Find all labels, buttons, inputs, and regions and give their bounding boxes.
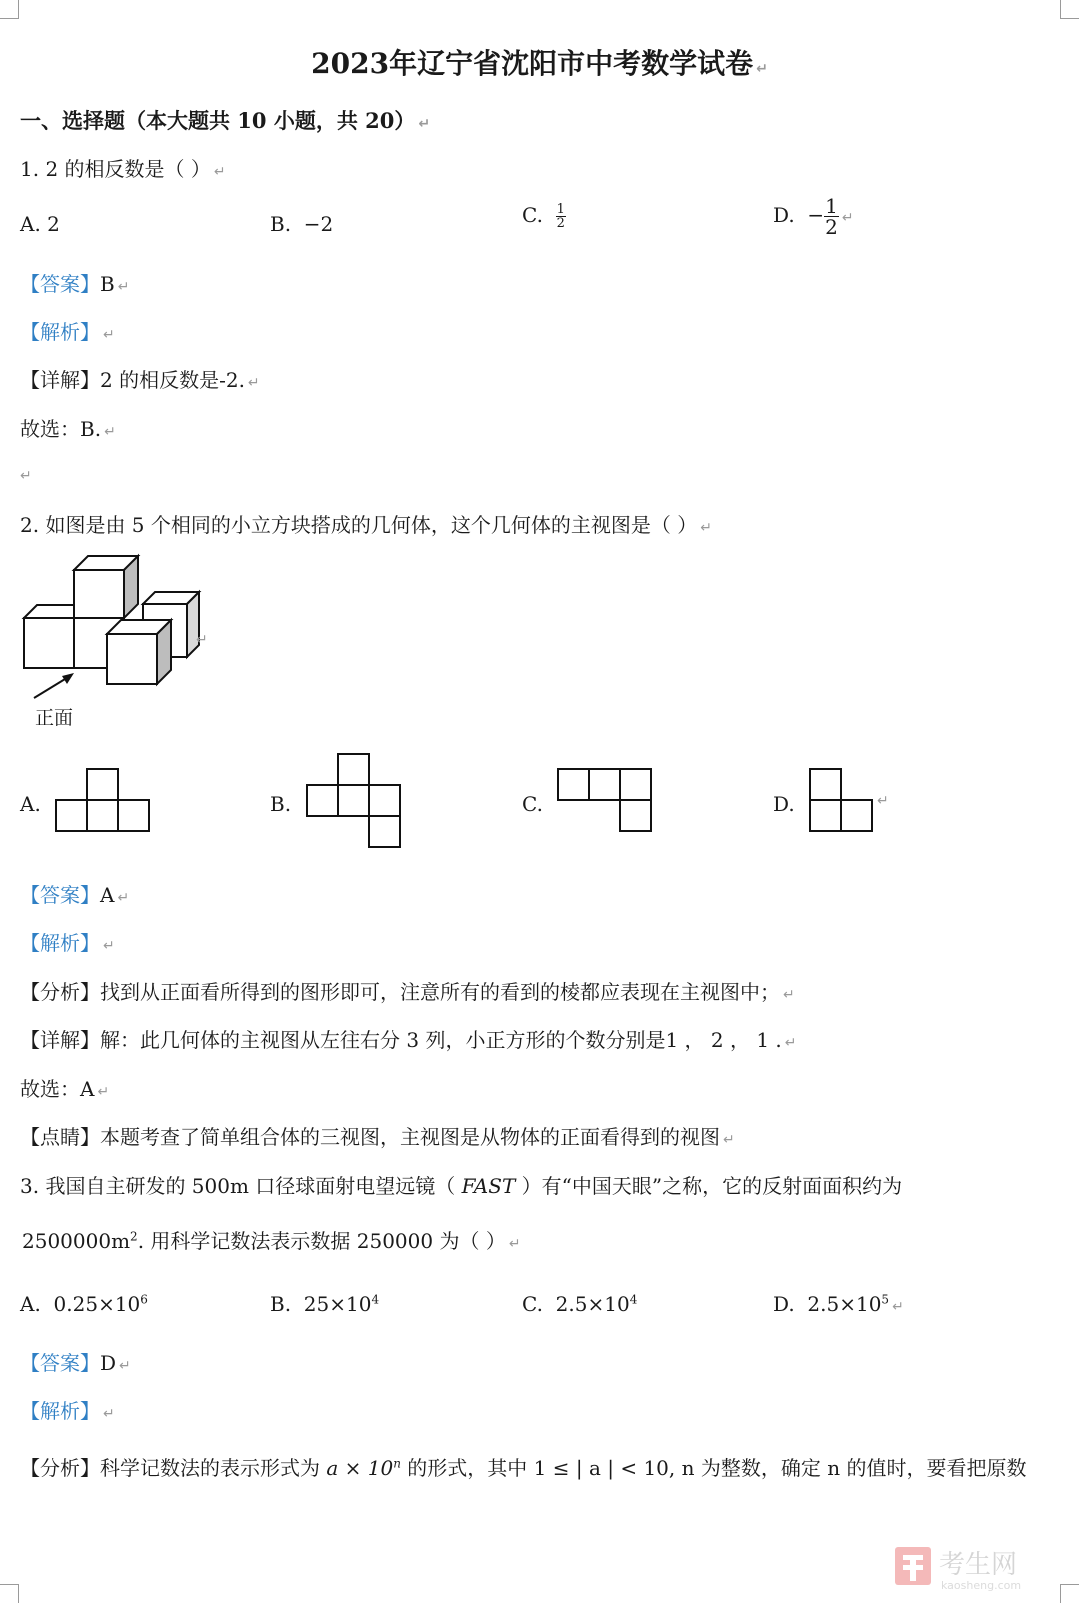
q1-option-c: C. $\frac{1}{2}$ bbox=[522, 202, 565, 231]
q2-answer: 【答案】A ↵ bbox=[20, 883, 130, 907]
q1-option-a: A. 2 bbox=[20, 212, 60, 236]
question-2-stem: 2. 如图是由 5 个相同的小立方块搭成的几何体，这个几何体的主视图是（ ） ↵ bbox=[20, 513, 712, 537]
q2-option-a-figure bbox=[55, 768, 152, 832]
q2-option-d-label: D. bbox=[773, 792, 795, 816]
q3-option-b: B. $25\times 10^4$ bbox=[270, 1292, 380, 1316]
q1-detail: 【详解】2 的相反数是-2. ↵ bbox=[20, 368, 260, 392]
q2-option-b-label: B. bbox=[270, 792, 292, 816]
q2-option-c-figure bbox=[557, 768, 654, 832]
q2-option-d-figure bbox=[809, 768, 875, 832]
q2-option-b-figure bbox=[306, 753, 403, 849]
question-3-stem-line2: $2500000m^2$. 用科学记数法表示数据 250000 为（ ） ↵ bbox=[22, 1229, 521, 1253]
q2-option-a-label: A. bbox=[20, 792, 41, 816]
q2-fenxi: 【分析】找到从正面看所得到的图形即可，注意所有的看到的棱都应表现在主视图中； ↵ bbox=[20, 980, 795, 1004]
empty-paragraph: ↵ bbox=[20, 468, 32, 484]
q2-choose: 故选：A ↵ bbox=[20, 1077, 110, 1101]
section-heading: 一、选择题（本大题共 10 小题，共 20） ↵ bbox=[20, 108, 431, 133]
q2-dianjing: 【点睛】本题考查了简单组合体的三视图，主视图是从物体的正面看得到的视图 ↵ bbox=[20, 1125, 735, 1149]
kaosheng-watermark-logo bbox=[891, 1541, 1061, 1593]
q3-option-d: D. $2.5\times 10^5$ ↵ bbox=[773, 1292, 904, 1316]
page-corner-mark bbox=[0, 0, 19, 19]
q2-option-c-label: C. bbox=[522, 792, 543, 816]
q3-analysis: 【解析】 ↵ bbox=[20, 1399, 115, 1423]
q3-option-c: C. $2.5\times 10^4$ bbox=[522, 1292, 638, 1316]
q1-analysis: 【解析】 ↵ bbox=[20, 320, 115, 344]
front-label: 正面 bbox=[35, 707, 74, 729]
q1-option-d: D. − $\frac{1}{2}$ ↵ bbox=[773, 194, 854, 239]
page-corner-mark bbox=[1060, 1584, 1079, 1603]
fraction: $\frac{1}{2}$ bbox=[825, 194, 838, 239]
q2-detail: 【详解】解：此几何体的主视图从左往右分 3 列，小正方形的个数分别是1 ， 2 ， 1 . ↵ bbox=[20, 1028, 797, 1052]
page-corner-mark bbox=[0, 1584, 19, 1603]
q2-analysis: 【解析】 ↵ bbox=[20, 931, 115, 955]
page-title: 2023年辽宁省沈阳市中考数学试卷 ↵ bbox=[311, 47, 768, 80]
watermark-url: kaosheng.com bbox=[941, 1579, 1022, 1592]
q1-choose: 故选：B. ↵ bbox=[20, 417, 116, 441]
watermark-text: 考生网 bbox=[939, 1550, 1018, 1580]
page-corner-mark bbox=[1060, 0, 1079, 19]
question-3-stem: 3. 我国自主研发的 500m 口径球面射电望远镜（ FAST ）有“中国天眼”之称，它的反射面面积约为 bbox=[20, 1174, 903, 1198]
q3-answer: 【答案】D ↵ bbox=[20, 1351, 131, 1375]
question-1-stem: 1. 2 的相反数是（ ） ↵ bbox=[20, 157, 226, 181]
fraction: $\frac{1}{2}$ bbox=[556, 202, 565, 231]
q1-option-b: B. −2 bbox=[270, 212, 334, 236]
q3-option-a: A. $0.25\times 10^6$ bbox=[20, 1292, 148, 1316]
q3-fenxi: 【分析】科学记数法的表示形式为 $a \times 10^n$ 的形式，其中 1 ≤ | a | < 10, n 为整数，确定 n 的值时，要看把原数 bbox=[20, 1456, 1027, 1480]
q1-answer: 【答案】B ↵ bbox=[20, 272, 130, 296]
